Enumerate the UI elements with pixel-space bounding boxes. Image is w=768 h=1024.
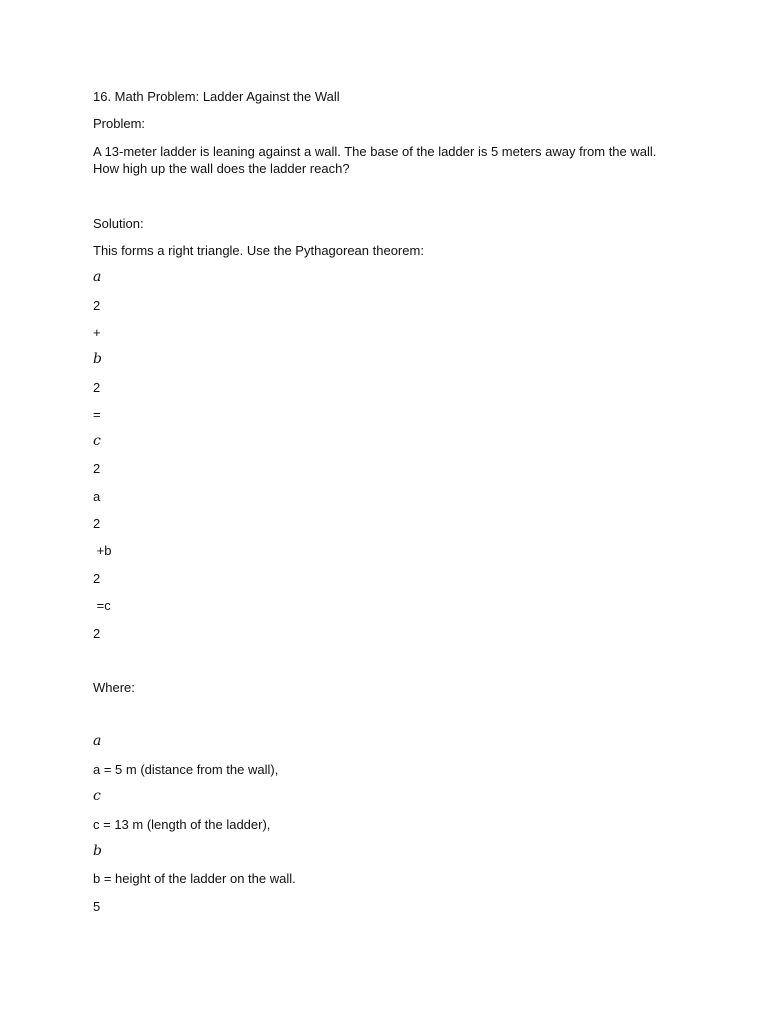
equation-symbol-b: b [93,351,102,367]
solution-label: Solution: [93,216,144,231]
definition-symbol-c: c [93,788,101,804]
equation-plain-token: =c [93,598,111,613]
equation-plain-token: 2 [93,571,101,586]
equation-plain-token: a [93,489,101,504]
where-label: Where: [93,680,135,695]
equation-symbol-c: c [93,433,101,449]
definition-symbol-a: a [93,733,102,749]
problem-text-line-1: A 13-meter ladder is leaning against a wall. The base of the ladder is 5 meters away from the wall. [93,144,657,159]
problem-label: Problem: [93,116,146,131]
equation-exponent: 2 [93,298,101,313]
definition-text-c: c = 13 m (length of the ladder), [93,817,271,832]
equation-symbol-a: a [93,269,102,285]
equation-exponent: 2 [93,461,101,476]
equation-plain-token: 2 [93,516,101,531]
equation-exponent: 2 [93,380,101,395]
problem-text-line-2: How high up the wall does the ladder reach? [93,161,350,176]
solution-intro: This forms a right triangle. Use the Pythagorean theorem: [93,243,424,258]
document-title: 16. Math Problem: Ladder Against the Wall [93,89,340,104]
trailing-value: 5 [93,899,101,914]
equation-plain-token: 2 [93,626,101,641]
definition-text-a: a = 5 m (distance from the wall), [93,762,279,777]
equation-equals-sign: = [93,407,101,422]
definition-symbol-b: b [93,843,102,859]
equation-plus-sign: + [93,325,101,340]
equation-plain-token: +b [93,543,112,558]
definition-text-b: b = height of the ladder on the wall. [93,871,296,886]
